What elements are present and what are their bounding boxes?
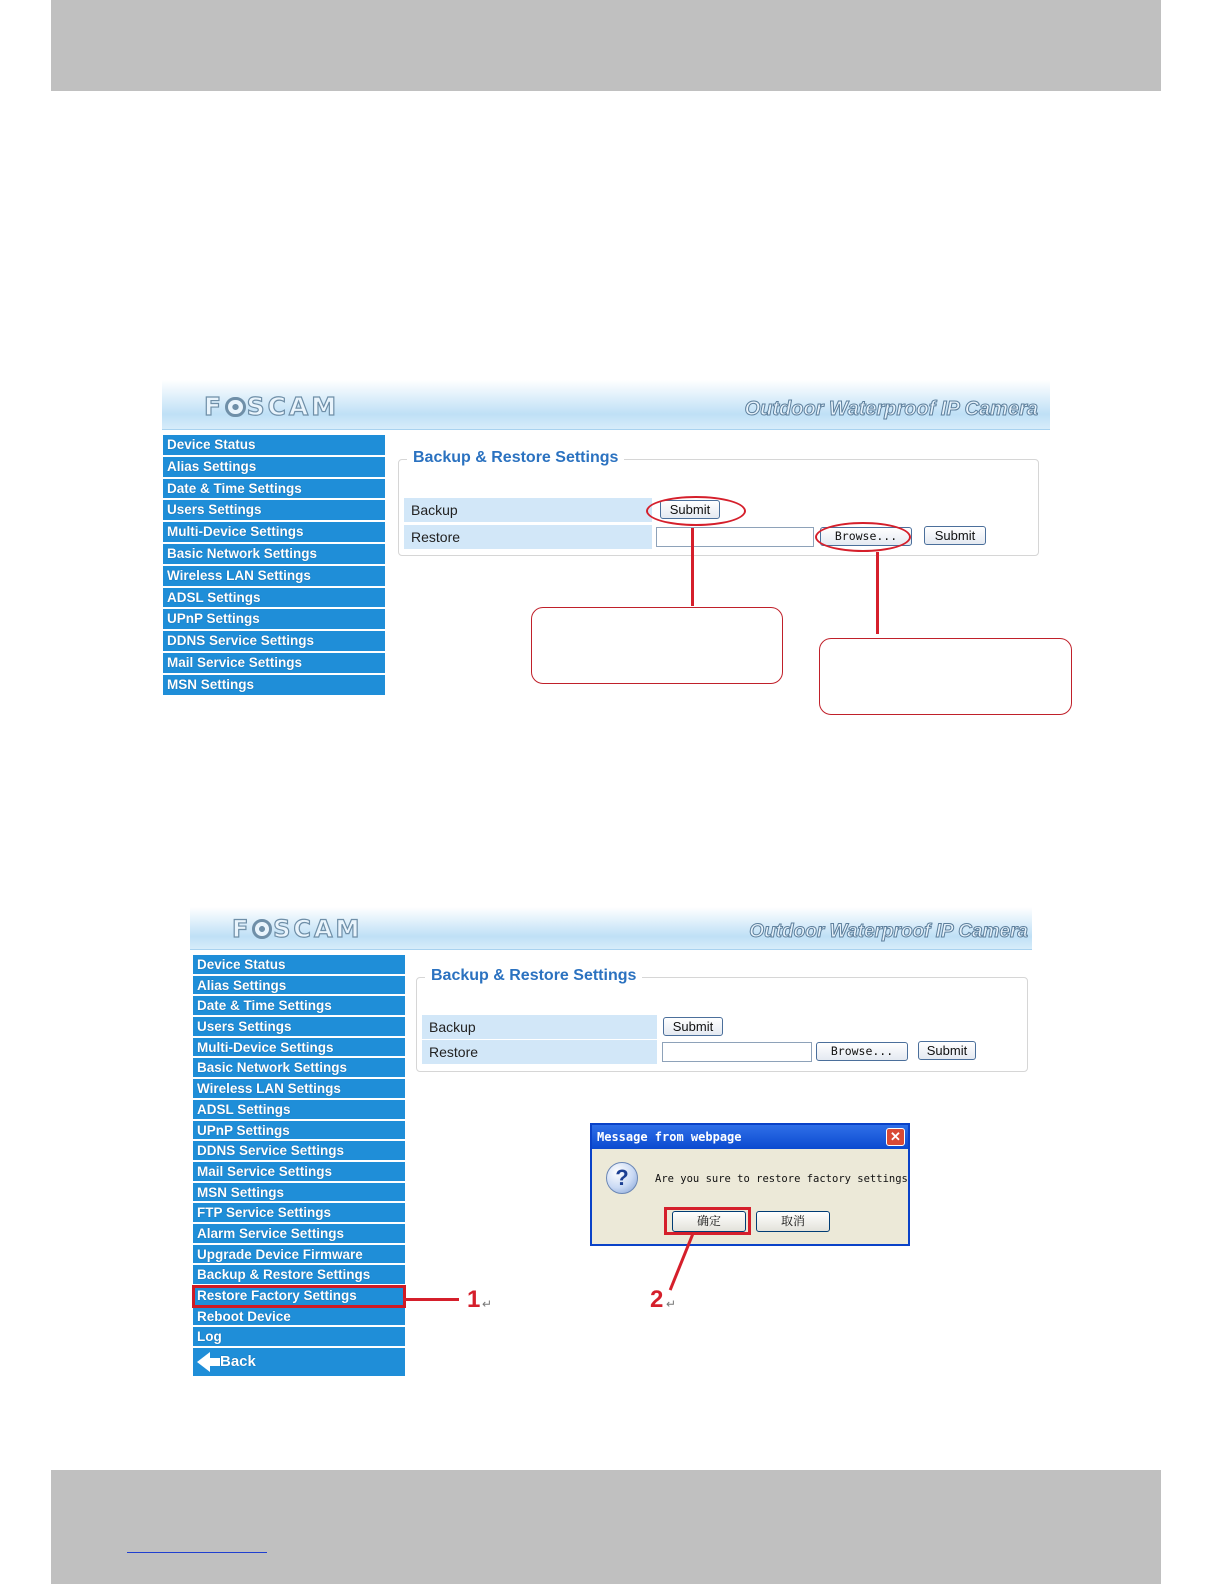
dialog-cancel-button[interactable]: 取消: [756, 1211, 830, 1232]
sidebar-item-wireless-lan-settings[interactable]: Wireless LAN Settings: [193, 1079, 405, 1100]
sidebar-item-msn-settings[interactable]: MSN Settings: [193, 1183, 405, 1204]
sidebar-item-date-time-settings[interactable]: Date & Time Settings: [163, 479, 385, 501]
sidebar-item-basic-network-settings[interactable]: Basic Network Settings: [163, 544, 385, 566]
browse-highlight: [815, 522, 911, 552]
sidebar-item-msn-settings[interactable]: MSN Settings: [163, 675, 385, 697]
sidebar-item-alias-settings[interactable]: Alias Settings: [163, 457, 385, 479]
sidebar-item-wireless-lan-settings[interactable]: Wireless LAN Settings: [163, 566, 385, 588]
section-title: Backup & Restore Settings: [407, 449, 624, 467]
sidebar-item-ddns-service-settings[interactable]: DDNS Service Settings: [163, 631, 385, 653]
backup-submit-highlight: [646, 496, 746, 526]
sidebar-item-log[interactable]: Log: [193, 1327, 405, 1348]
sidebar-item-upgrade-device-firmware[interactable]: Upgrade Device Firmware: [193, 1245, 405, 1266]
sidebar-back-button[interactable]: [193, 1348, 405, 1378]
step1-number: 1: [467, 1286, 481, 1313]
restore-submit-button[interactable]: Submit: [918, 1041, 976, 1060]
sidebar-item-device-status[interactable]: Device Status: [163, 435, 385, 457]
back-arrow-icon: [197, 1352, 210, 1372]
settings-sidebar: [163, 435, 385, 697]
foscam-logo: F SCAM: [232, 915, 363, 943]
browse-button[interactable]: Browse...: [820, 527, 912, 546]
sidebar-item-upnp-settings[interactable]: UPnP Settings: [193, 1121, 405, 1142]
sidebar-item-backup-restore-settings[interactable]: Backup & Restore Settings: [193, 1265, 405, 1286]
backup-label: Backup: [404, 498, 652, 522]
sidebar-item-multi-device-settings[interactable]: Multi-Device Settings: [163, 522, 385, 544]
sidebar-item-adsl-settings[interactable]: ADSL Settings: [163, 588, 385, 610]
sidebar-item-ftp-service-settings[interactable]: FTP Service Settings: [193, 1203, 405, 1224]
backup-callout-line: [691, 528, 694, 606]
backup-restore-fieldset: [416, 967, 1028, 1072]
step1-pointer-line: [403, 1298, 459, 1301]
camera-banner: [162, 380, 1050, 430]
browse-callout-line: [876, 552, 879, 634]
back-label: Back: [220, 1353, 256, 1371]
ok-button-highlight: [664, 1207, 751, 1235]
sidebar-item-restore-factory-settings[interactable]: Restore Factory Settings: [193, 1286, 405, 1307]
sidebar-item-upnp-settings[interactable]: UPnP Settings: [163, 609, 385, 631]
settings-sidebar: [193, 955, 405, 1378]
dialog-title: Message from webpage: [592, 1125, 908, 1149]
restore-submit-button[interactable]: Submit: [924, 526, 986, 545]
sidebar-item-basic-network-settings[interactable]: Basic Network Settings: [193, 1058, 405, 1079]
backup-callout-box: [531, 607, 783, 684]
restore-file-input[interactable]: [662, 1042, 812, 1062]
step1-return-mark: ↵: [482, 1297, 493, 1311]
sidebar-item-alarm-service-settings[interactable]: Alarm Service Settings: [193, 1224, 405, 1245]
close-icon[interactable]: ✕: [886, 1128, 905, 1146]
browse-button[interactable]: Browse...: [816, 1042, 908, 1061]
question-icon: ?: [606, 1162, 638, 1194]
sidebar-item-multi-device-settings[interactable]: Multi-Device Settings: [193, 1038, 405, 1059]
banner-title: Outdoor Waterproof IP Camera: [749, 921, 1028, 942]
dialog-message: Are you sure to restore factory settings: [655, 1173, 908, 1185]
browse-callout-box: [819, 638, 1072, 715]
banner-title: Outdoor Waterproof IP Camera: [744, 398, 1038, 420]
sidebar-item-ddns-service-settings[interactable]: DDNS Service Settings: [193, 1141, 405, 1162]
section-title: Backup & Restore Settings: [425, 967, 642, 985]
backup-label: Backup: [422, 1015, 657, 1039]
step2-number: 2: [650, 1286, 664, 1313]
step2-return-mark: ↵: [666, 1297, 677, 1311]
backup-submit-button[interactable]: Submit: [660, 500, 720, 519]
page-footer-band: [51, 1470, 1161, 1584]
camera-banner: [190, 907, 1032, 950]
footer-link-underline[interactable]: [127, 1552, 267, 1553]
sidebar-item-users-settings[interactable]: Users Settings: [193, 1017, 405, 1038]
sidebar-item-date-time-settings[interactable]: Date & Time Settings: [193, 996, 405, 1017]
restore-label: Restore: [404, 525, 652, 549]
foscam-logo: F SCAM: [204, 392, 340, 421]
restore-file-input[interactable]: [656, 527, 814, 547]
sidebar-item-adsl-settings[interactable]: ADSL Settings: [193, 1100, 405, 1121]
sidebar-item-device-status[interactable]: Device Status: [193, 955, 405, 976]
restore-label: Restore: [422, 1040, 657, 1064]
page-header-band: [51, 0, 1161, 91]
sidebar-item-reboot-device[interactable]: Reboot Device: [193, 1307, 405, 1328]
sidebar-item-mail-service-settings[interactable]: Mail Service Settings: [163, 653, 385, 675]
dialog-ok-button[interactable]: 确定: [672, 1211, 746, 1232]
backup-submit-button[interactable]: Submit: [663, 1017, 723, 1036]
sidebar-item-mail-service-settings[interactable]: Mail Service Settings: [193, 1162, 405, 1183]
sidebar-item-users-settings[interactable]: Users Settings: [163, 500, 385, 522]
sidebar-item-alias-settings[interactable]: Alias Settings: [193, 976, 405, 997]
restore-factory-screenshot: [190, 907, 1032, 1387]
